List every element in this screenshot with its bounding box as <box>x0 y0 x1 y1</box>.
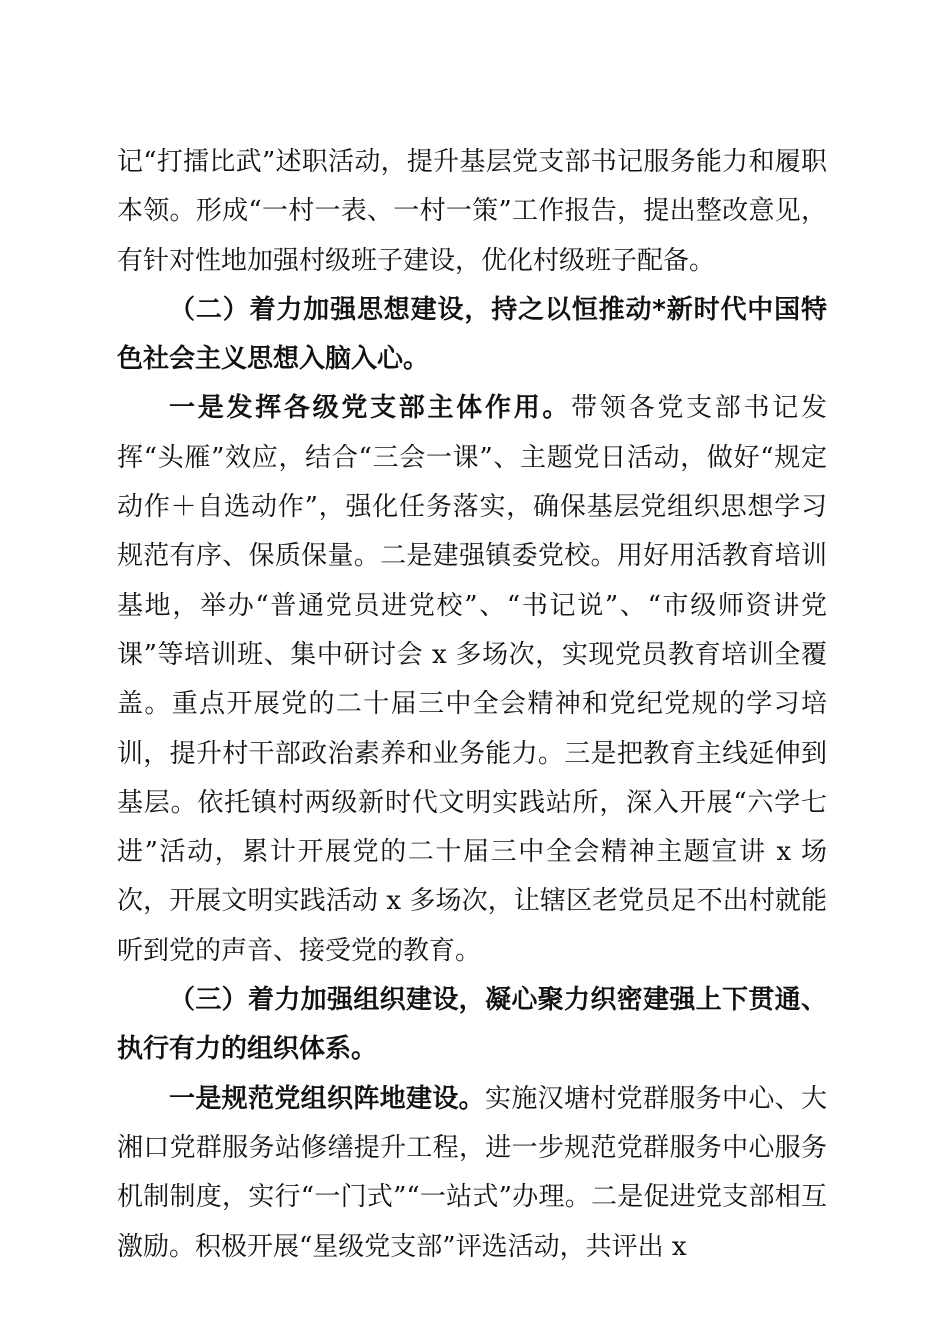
paragraph-thought-building <box>117 384 827 976</box>
paragraph-organization-building <box>117 1075 827 1272</box>
document-body <box>117 138 827 1272</box>
paragraph-text: 实施汉塘村党群服务中心、大湘口党群服务站修缮提升工程，进一步规范党群服务中心服务机制制度，实行“一门式”“一站式”办理。二是促进党支部相互激励。积极开展“星级党支部”评选活动，共评出 x <box>117 1083 827 1262</box>
section-heading-two: （二）着力加强思想建设，持之以恒推动*新时代中国特色社会主义思想入脑入心。 <box>117 294 827 375</box>
section-heading-three: （三）着力加强组织建设，凝心聚力织密建强上下贯通、执行有力的组织体系。 <box>117 985 827 1065</box>
paragraph-text: 带领各党支部书记发挥“头雁”效应，结合“三会一课”、主题党日活动，做好“规定动作＋自选动作”，强化任务落实，确保基层党组织思想学习规范有序、保质保量。二是建强镇委党校。用好用活教育培训基地，举办“普通党员进党校”、“书记说”、“市级师资讲党课”等培训班、集中研讨会 x 多场次，实现党员教育培训全覆盖。重点开展党的二十届三中全会精神和党纪党规的学习培训，提升村干部政治素养和业务能力。三是把教育主线延伸到基层。依托镇村两级新时代文明实践站所，深入开展“六学七进”活动，累计开展党的二十届三中全会精神主题宣讲 x 场次，开展文明实践活动 x 多场次，让辖区老党员足不出村就能听到党的声音、接受党的教育。 <box>117 393 827 966</box>
paragraph-lead: 一是发挥各级党支部主体作用。 <box>169 393 572 424</box>
paragraph-lead: 一是规范党组织阵地建设。 <box>169 1083 485 1114</box>
paragraph-continuation: 记“打擂比武”述职活动，提升基层党支部书记服务能力和履职本领。形成“一村一表、一村一策”工作报告，提出整改意见，有针对性地加强村级班子建设，优化村级班子配备。 <box>117 147 827 276</box>
